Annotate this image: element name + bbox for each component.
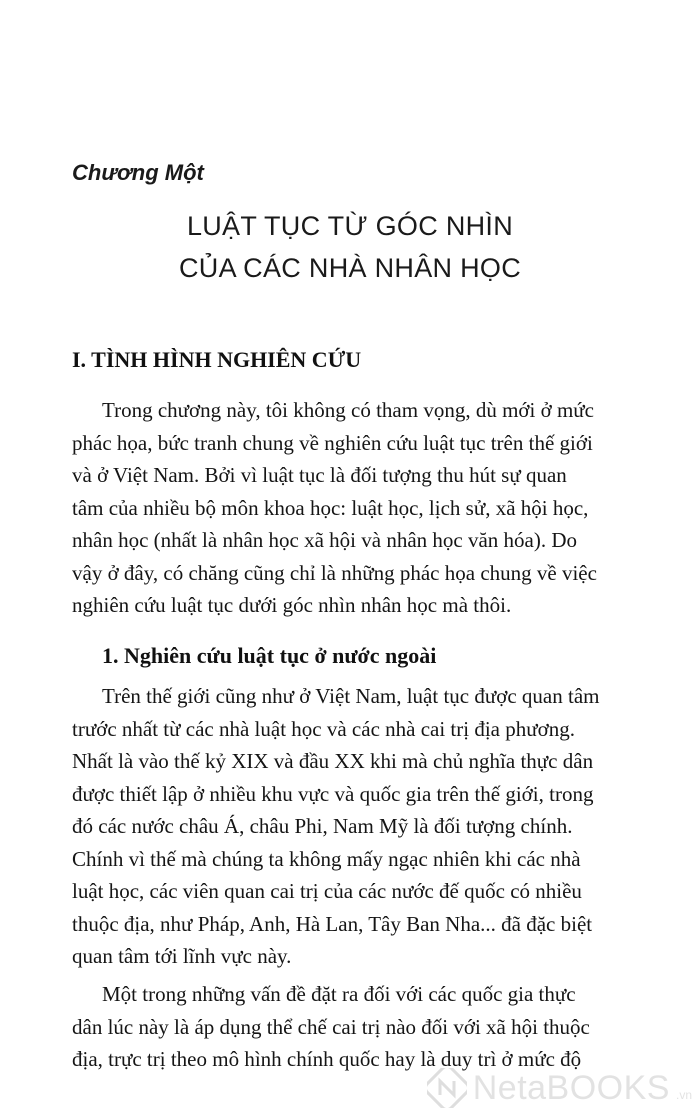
watermark-suffix: .vn: [675, 1088, 692, 1102]
paragraph-line: vậy ở đây, có chăng cũng chỉ là những phác họa chung về việc: [72, 560, 597, 585]
paragraph-line: tâm của nhiều bộ môn khoa học: luật học, lịch sử, xã hội học,: [72, 495, 589, 520]
section-paragraph: [72, 394, 638, 622]
paragraph-line: Chính vì thế mà chúng ta không mấy ngạc nhiên khi các nhà: [72, 846, 581, 871]
paragraph-line: dân lúc này là áp dụng thể chế cai trị nào đối với xã hội thuộc: [72, 1014, 590, 1039]
chapter-label: Chương Một: [72, 160, 204, 185]
paragraph-line: địa, trực trị theo mô hình chính quốc hay là duy trì ở mức độ: [72, 1047, 582, 1071]
paragraph-line: phác họa, bức tranh chung về nghiên cứu luật tục trên thế giới: [72, 430, 593, 455]
paragraph-line: Một trong những vấn đề đặt ra đối với các quốc gia thực: [102, 982, 576, 1006]
netabooks-watermark: [427, 1068, 692, 1108]
paragraph-line: trước nhất từ các nhà luật học và các nhà cai trị địa phương.: [72, 716, 575, 741]
paragraph-line: và ở Việt Nam. Bởi vì luật tục là đối tượng thu hút sự quan: [72, 463, 567, 487]
paragraph-line: nghiên cứu luật tục dưới góc nhìn nhân học mà thôi.: [72, 593, 512, 617]
paragraph-line: Trong chương này, tôi không có tham vọng, dù mới ở mức: [102, 398, 594, 422]
paragraph-line: nhân học (nhất là nhân học xã hội và nhân học văn hóa). Do: [72, 528, 578, 552]
watermark-brand: NetaBOOKS: [472, 1068, 670, 1107]
chapter-title-line-2: CỦA CÁC NHÀ NHÂN HỌC: [178, 253, 522, 283]
subsection-heading: 1. Nghiên cứu luật tục ở nước ngoài: [102, 643, 437, 668]
paragraph-line: Nhất là vào thế kỷ XIX và đầu XX khi mà chủ nghĩa thực dân: [72, 749, 594, 773]
chapter-title: [0, 205, 700, 289]
netabooks-logo-icon: [427, 1068, 467, 1108]
paragraph-line: Trên thế giới cũng như ở Việt Nam, luật tục được quan tâm: [102, 684, 600, 708]
chapter-title-line-1: LUẬT TỤC TỪ GÓC NHÌN: [186, 211, 514, 241]
paragraph-line: thuộc địa, như Pháp, Anh, Hà Lan, Tây Ban Nha... đã đặc biệt: [72, 911, 593, 936]
subsection-paragraph-2: [72, 978, 638, 1076]
paragraph-line: quan tâm tới lĩnh vực này.: [72, 944, 292, 968]
subsection-paragraph-1: [72, 680, 638, 973]
paragraph-line: đó các nước châu Á, châu Phi, Nam Mỹ là đối tượng chính.: [72, 814, 573, 838]
section-heading: I. TÌNH HÌNH NGHIÊN CỨU: [72, 347, 362, 372]
paragraph-line: luật học, các viên quan cai trị của các nước đế quốc có nhiều: [72, 879, 582, 903]
paragraph-line: được thiết lập ở nhiều khu vực và quốc gia trên thế giới, trong: [72, 781, 594, 806]
